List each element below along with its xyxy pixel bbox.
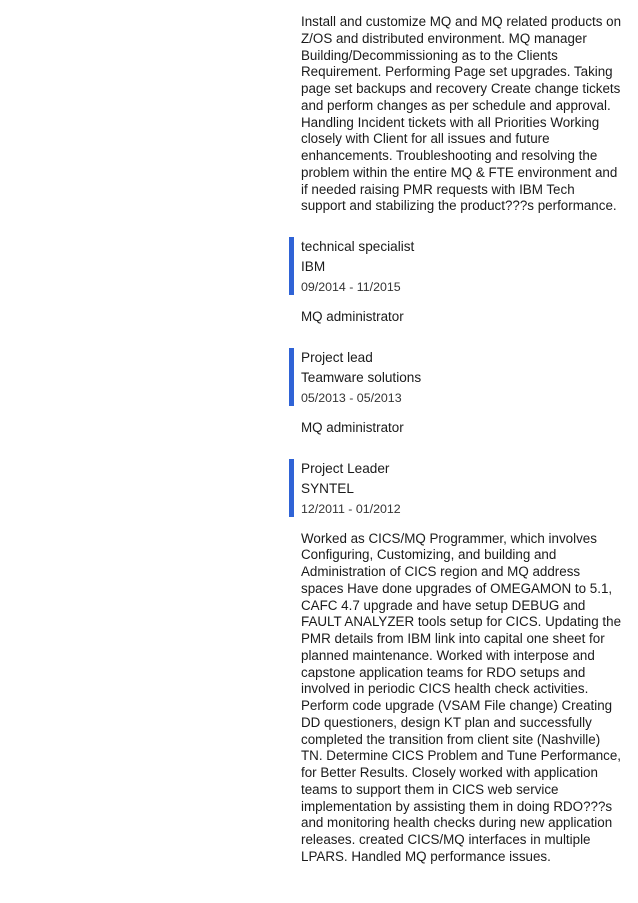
job-title: Project lead (301, 349, 373, 365)
job-company: SYNTEL (301, 480, 354, 496)
job-accent-bar (289, 237, 294, 295)
job-company: Teamware solutions (301, 369, 422, 385)
job-dates: 09/2014 - 11/2015 (301, 280, 401, 294)
previous-job-description: Install and customize MQ and MQ related products on Z/OS and distributed environment. MQ manager Building/Decommissioning as to the Clients Requirement. Performing Page set upgrades. Taking page set backups and recovery Create change tickets and perform changes as per schedule and approval. Handling Incident tickets with all Priorities Working closely with Client for all issues and future enhancements. Troubleshooting and resolving the problem within the entire MQ & FTE environment and if needed raising PMR requests with IBM Tech support and stabilizing the product???s performance. (301, 14, 622, 214)
job-dates: 05/2013 - 05/2013 (301, 390, 402, 405)
job-entry-syntel (301, 459, 623, 866)
job-accent-bar (289, 459, 294, 517)
job-description: Worked as CICS/MQ Programmer, which involves Configuring, Customizing, and building and Administration of CICS region and MQ address spaces Have done upgrades of OMEGAMON to 5.1, CAFC 4.7 upgrade and have setup DEBUG and FAULT ANALYZER tools setup for CICS. Updating the PMR details from IBM link into capital one sheet for planned maintenance. Worked with interpose and capstone application teams for RDO setups and involved in periodic CICS health check activities. Perform code upgrade (VSAM File change) Creating DD questioners, design KT plan and successfully completed the transition from client site (Nashville) TN. Determine CICS Problem and Tune Performance, for Better Results. Closely worked with application teams to support them in CICS web service implementation by assisting them in doing RDO???s and monitoring health checks during new application releases. created CICS/MQ interfaces in multiple LPARS. Handled MQ performance issues. (301, 530, 622, 864)
job-dates: 12/2011 - 01/2012 (301, 501, 401, 516)
job-title: technical specialist (301, 239, 415, 254)
resume-experience-section (301, 14, 623, 866)
job-company: IBM (301, 259, 326, 274)
job-entry-teamware (301, 348, 623, 437)
job-title: Project Leader (301, 460, 390, 476)
job-entry-ibm (301, 237, 623, 326)
job-accent-bar (289, 348, 294, 406)
job-description: MQ administrator (301, 419, 404, 435)
job-description: MQ administrator (301, 309, 404, 324)
